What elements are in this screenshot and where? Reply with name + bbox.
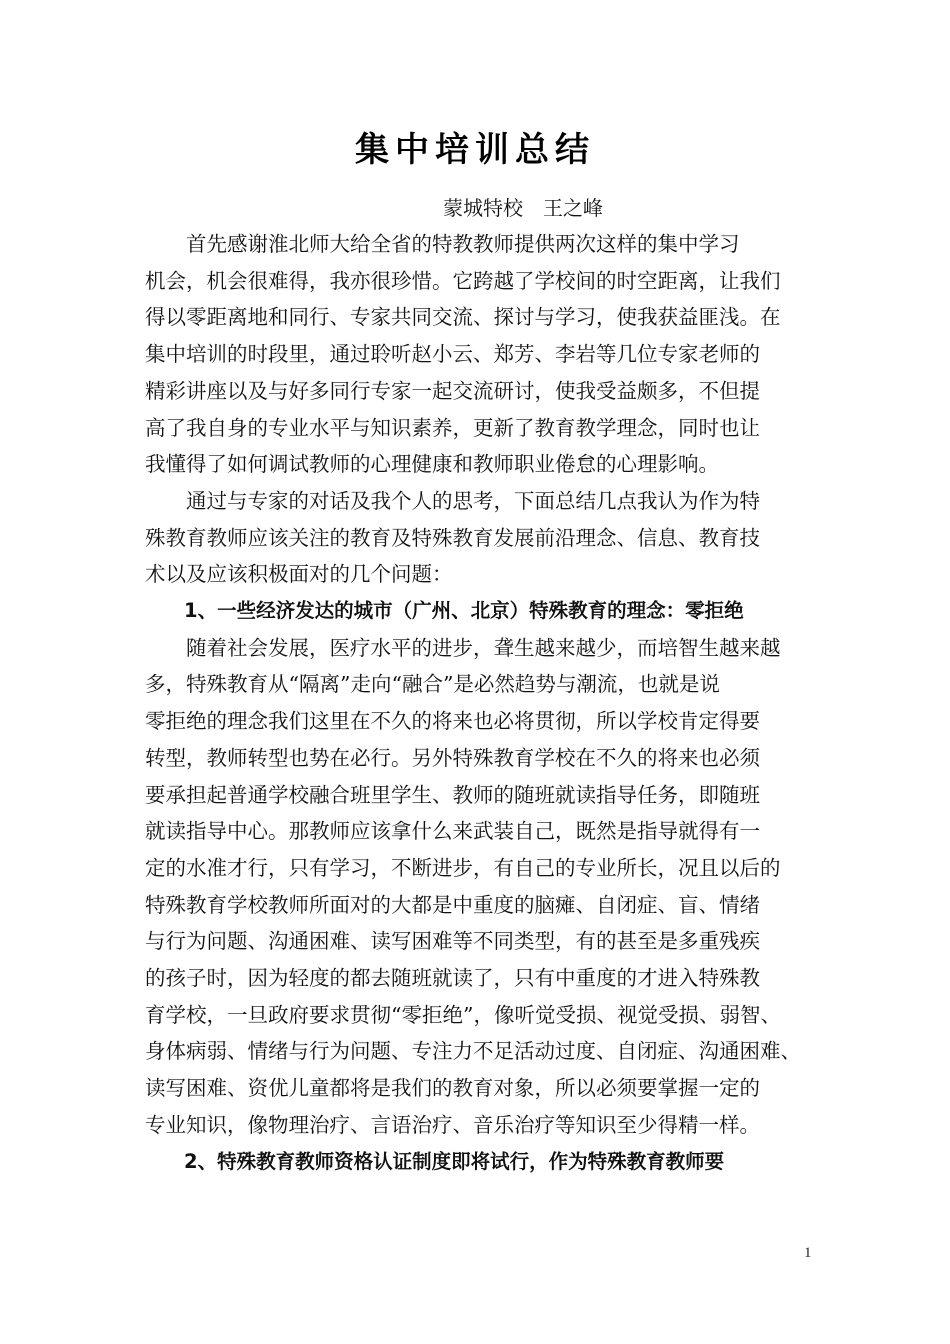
paragraph-line: 得以零距离地和同行、专家共同交流、探讨与学习，使我获益匪浅。在 (145, 305, 781, 330)
author-byline: 蒙城特校 王之峰 (443, 196, 603, 220)
paragraph-line: 我懂得了如何调试教师的心理健康和教师职业倦怠的心理影响。 (145, 452, 719, 477)
section-heading-line: 1、一些经济发达的城市（广州、北京）特殊教育的理念：零拒绝 (145, 599, 744, 622)
document-title: 集中培训总结 (355, 130, 595, 170)
paragraph-line: 术以及应该积极面对的几个问题： (145, 562, 453, 587)
paragraph-line: 读写困难、资优儿童都将是我们的教育对象，所以必须要掌握一定的 (145, 1076, 760, 1101)
page-number: 1 (804, 1245, 812, 1261)
paragraph-line: 精彩讲座以及与好多同行专家一起交流研讨，使我受益颇多，不但提 (145, 378, 760, 403)
paragraph-line: 专业知识，像物理治疗、言语治疗、音乐治疗等知识至少得精一样。 (145, 1112, 760, 1137)
paragraph-line: 的孩子时，因为轻度的都去随班就读了，只有中重度的才进入特殊教 (145, 966, 760, 990)
paragraph-line: 高了我自身的专业水平与知识素养，更新了教育教学理念，同时也让 (145, 415, 760, 440)
paragraph-line: 零拒绝的理念我们这里在不久的将来也必将贯彻，所以学校肯定得要 (145, 709, 760, 734)
paragraph-line: 定的水准才行，只有学习，不断进步，有自己的专业所长，况且以后的 (145, 855, 781, 880)
paragraph-line: 集中培训的时段里，通过聆听赵小云、郑芳、李岩等几位专家老师的 (145, 342, 760, 367)
paragraph-line: 殊教育教师应该关注的教育及特殊教育发展前沿理念、信息、教育技 (145, 525, 760, 550)
paragraph-line: 首先感谢淮北师大给全省的特教教师提供两次这样的集中学习 (145, 232, 740, 256)
paragraph-line: 通过与专家的对话及我个人的思考，下面总结几点我认为作为特 (145, 488, 760, 513)
paragraph-line: 育学校，一旦政府要求贯彻“零拒绝”，像听觉受损、视觉受损、弱智、 (145, 1002, 781, 1027)
paragraph-line: 转型，教师转型也势在必行。另外特殊教育学校在不久的将来也必须 (145, 745, 760, 770)
paragraph-line: 特殊教育学校教师所面对的大都是中重度的脑瘫、自闭症、盲、情绪 (145, 892, 760, 917)
paragraph-line: 与行为问题、沟通困难、读写困难等不同类型，有的甚至是多重残疾 (145, 929, 760, 954)
section-heading-line: 2、特殊教育教师资格认证制度即将试行，作为特殊教育教师要 (145, 1149, 725, 1173)
paragraph-line: 多，特殊教育从“隔离”走向“融合”是必然趋势与潮流，也就是说 (145, 672, 720, 697)
paragraph-line: 就读指导中心。那教师应该拿什么来武装自己，既然是指导就得有一 (145, 819, 760, 844)
paragraph-line: 机会，机会很难得，我亦很珍惜。它跨越了学校间的时空距离，让我们 (145, 268, 781, 293)
paragraph-line: 要承担起普通学校融合班里学生、教师的随班就读指导任务，即随班 (145, 782, 760, 807)
paragraph-line: 身体病弱、情绪与行为问题、专注力不足活动过度、自闭症、沟通困难、 (145, 1039, 801, 1064)
paragraph-line: 随着社会发展，医疗水平的进步，聋生越来越少，而培智生越来越 (145, 635, 781, 660)
